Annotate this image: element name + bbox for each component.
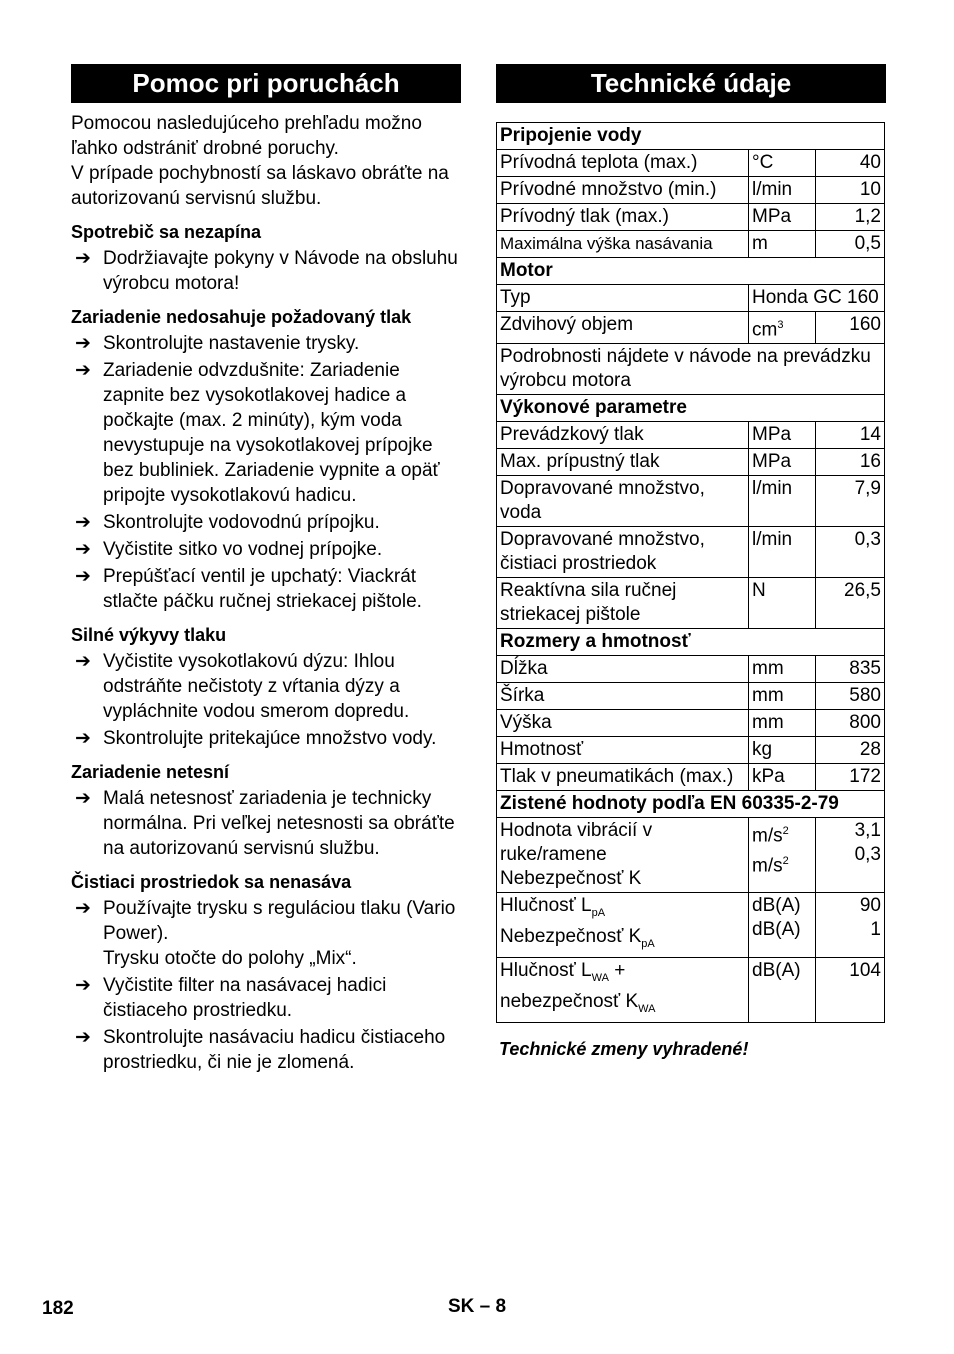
item-extra-line: Trysku otočte do polohy „Mix“. — [103, 948, 357, 969]
list-item: ➔ Zariadenie odvzdušnite: Zariadenie zapnite bez vysokotlakovej hadice a počkajte (max. 2 minúty), kým voda nevystupuje na vysokotlakovej prípojke bez bubliniek. Zariadenie vypnite a opäť pripojte vysokotlakovú hadicu. — [75, 360, 440, 506]
table-row: Maximálna výška nasávania m 0,5 — [497, 231, 885, 258]
table-row: Reaktívna sila ručnej striekacej pištole N 26,5 — [497, 578, 885, 629]
arrow-right-icon: ➔ — [75, 651, 91, 672]
intro-paragraph: V prípade pochybností sa láskavo obráťte na autorizovanú servisnú službu. — [71, 163, 449, 209]
table-row: Prívodné množstvo (min.) l/min 10 — [497, 177, 885, 204]
table-row: Dĺžka mm 835 — [497, 656, 885, 683]
arrow-right-icon: ➔ — [75, 898, 91, 919]
list-item: ➔ Vyčistite sitko vo vodnej prípojke. — [75, 539, 383, 560]
table-row: Dopravované množstvo, voda l/min 7,9 — [497, 476, 885, 527]
language-page-label: SK – 8 — [448, 1296, 507, 1317]
table-row: Hmotnosť kg 28 — [497, 737, 885, 764]
table-row: Hlučnosť $L_{pA}$ Nebezpečnosť $K_{pA}$ dB(A) dB(A) 90 1 — [497, 893, 885, 958]
table-row: Prevádzkový tlak MPa 14 — [497, 422, 885, 449]
list-item: ➔ Vyčistite vysokotlakovú dýzu: Ihlou odstráňte nečistoty z vŕtania dýzy a vypláchnite vodou smerom dopredu. — [75, 651, 410, 722]
table-row: Podrobnosti nájdete v návode na prevádzku výrobcu motora — [497, 344, 885, 395]
arrow-right-icon: ➔ — [75, 975, 91, 996]
table-row: Šírka mm 580 — [497, 683, 885, 710]
arrow-right-icon: ➔ — [75, 539, 91, 560]
list-item: ➔ Skontrolujte nasávaciu hadicu čistiaceho prostriedku, či nie je zlomená. — [75, 1027, 446, 1073]
table-row: Typ Honda GC 160 — [497, 285, 885, 312]
topic-pressure-fluctuations — [71, 623, 461, 751]
technical-data-title: Technické údaje — [496, 64, 886, 103]
table-group-row: Pripojenie vody — [497, 123, 885, 150]
topic-no-start — [71, 220, 461, 296]
topic-heading: Zariadenie netesní — [71, 762, 230, 782]
list-item: ➔ Malá netesnosť zariadenia je technicky normálna. Pri veľkej netesnosti sa obráťte na autorizovanú servisnú službu. — [75, 788, 455, 859]
table-group-row: Motor — [497, 258, 885, 285]
table-group-row: Rozmery a hmotnosť — [497, 629, 885, 656]
list-item: ➔ Prepúšťací ventil je upchatý: Viackrát stlačte páčku ručnej striekacej pištole. — [75, 566, 422, 612]
table-group-row: Výkonové parametre — [497, 395, 885, 422]
table-row: Výška mm 800 — [497, 710, 885, 737]
page-number: 182 — [42, 1298, 74, 1319]
arrow-right-icon: ➔ — [75, 728, 91, 749]
topic-leaking — [71, 760, 461, 861]
topic-heading: Silné výkyvy tlaku — [71, 625, 227, 645]
table-row: Dopravované množstvo, čistiaci prostriedok l/min 0,3 — [497, 527, 885, 578]
technical-data-section — [496, 64, 886, 1060]
topic-heading: Spotrebič sa nezapína — [71, 222, 262, 242]
troubleshooting-section — [71, 64, 461, 1077]
arrow-right-icon: ➔ — [75, 512, 91, 533]
list-item: ➔ Vyčistite filter na nasávacej hadici čistiaceho prostriedku. — [75, 975, 387, 1021]
table-row: Prívodný tlak (max.) MPa 1,2 — [497, 204, 885, 231]
table-row: Tlak v pneumatikách (max.) kPa 172 — [497, 764, 885, 791]
troubleshooting-title: Pomoc pri poruchách — [71, 64, 461, 103]
topic-no-pressure — [71, 305, 461, 614]
arrow-right-icon: ➔ — [75, 566, 91, 587]
table-group-row: Zistené hodnoty podľa EN 60335-2-79 — [497, 791, 885, 818]
topic-heading: Zariadenie nedosahuje požadovaný tlak — [71, 307, 412, 327]
list-item: ➔ Skontrolujte vodovodnú prípojku. — [75, 512, 380, 533]
arrow-right-icon: ➔ — [75, 333, 91, 354]
technical-changes-note: Technické zmeny vyhradené! — [499, 1038, 749, 1059]
arrow-right-icon: ➔ — [75, 360, 91, 381]
table-row: Hlučnosť $L_{WA}$ + nebezpečnosť $K_{WA}$ dB(A) 104 — [497, 957, 885, 1022]
table-row: Hodnota vibrácií v ruke/ramene Nebezpečnosť K $m/s^2$ $m/s^2$ 3,1 0,3 — [497, 818, 885, 893]
arrow-right-icon: ➔ — [75, 1027, 91, 1048]
topic-detergent — [71, 870, 461, 1075]
table-row: Max. prípustný tlak MPa 16 — [497, 449, 885, 476]
list-item: ➔ Skontrolujte pritekajúce množstvo vody. — [75, 728, 437, 749]
spec-table — [496, 122, 885, 1023]
topic-heading: Čistiaci prostriedok sa nenasáva — [71, 872, 352, 892]
table-row: Zdvihový objem $cm^3$ 160 — [497, 312, 885, 344]
troubleshooting-intro — [71, 111, 461, 211]
arrow-right-icon: ➔ — [75, 248, 91, 269]
intro-paragraph: Pomocou nasledujúceho prehľadu možno ľahko odstrániť drobné poruchy. — [71, 113, 422, 159]
table-row: Prívodná teplota (max.) °C 40 — [497, 150, 885, 177]
arrow-right-icon: ➔ — [75, 788, 91, 809]
list-item: ➔ Používajte trysku s reguláciou tlaku (Vario Power). Trysku otočte do polohy „Mix“. — [71, 896, 461, 971]
list-item: ➔ Skontrolujte nastavenie trysky. — [75, 333, 360, 354]
list-item: ➔ Dodržiavajte pokyny v Návode na obsluhu výrobcu motora! — [75, 248, 458, 294]
